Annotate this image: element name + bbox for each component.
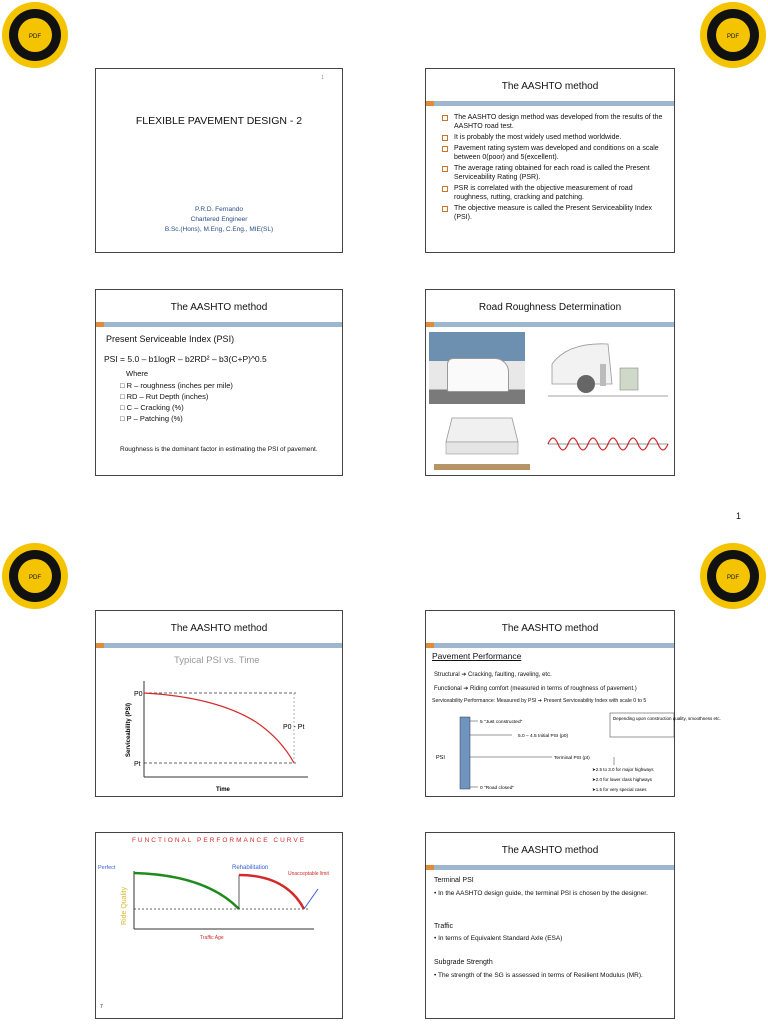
slide-title	[95, 68, 343, 253]
performance-heading: Pavement Performance	[432, 651, 522, 661]
list-item: Pavement rating system was developed and conditions on a scale between 0(poor) and 5(excellent).	[442, 144, 664, 162]
slide-psi-formula	[95, 289, 343, 476]
terminal-lower: ➤2.0 for lower class highways	[592, 777, 653, 782]
slide-psi-time	[95, 610, 343, 797]
title-bar	[96, 643, 342, 648]
pt-label: Pt	[134, 761, 141, 768]
trial-seal-icon	[2, 2, 68, 68]
list-item: The AASHTO design method was developed from the results of the AASHTO road test.	[442, 113, 664, 131]
svg-text:PDF: PDF	[727, 575, 739, 581]
rehab-label: Rehabilitation	[232, 865, 269, 871]
list-item: □ R – roughness (inches per mile)	[120, 381, 233, 390]
list-item: The average rating obtained for each road is called the Present Serviceability Rating (PSR).	[442, 164, 664, 182]
slide-pavement-performance	[425, 610, 721, 797]
slide-heading: Road Roughness Determination	[478, 302, 622, 313]
list-item: It is probably the most widely used method worldwide.	[442, 133, 664, 142]
svg-text:PDF: PDF	[29, 34, 41, 40]
trial-seal-icon	[700, 2, 766, 68]
slide-heading: The AASHTO method	[170, 302, 268, 313]
title-bar	[426, 322, 674, 327]
list-item: The objective measure is called the Present Serviceability Index (PSI).	[442, 204, 664, 222]
page-number: 1	[736, 511, 742, 521]
trial-seal-icon	[2, 543, 68, 609]
x-axis-label: Traffic Age	[200, 935, 224, 941]
serviceability-line: Serviceability Performance: Measured by PSI ➔ Present Serviceability Index with scale 0 to 5	[432, 698, 647, 704]
list-item: PSR is correlated with the objective measurement of road roughness, rutting, cracking and patching.	[442, 184, 664, 202]
svg-text:PDF: PDF	[29, 575, 41, 581]
psi-formula: PSI = 5.0 – b1logR – b2RD² – b3(C+P)^0.5	[104, 354, 267, 364]
title-bar	[426, 865, 674, 870]
functional-curve-chart	[96, 851, 344, 971]
terminal-psi-heading: Terminal PSI	[434, 877, 474, 884]
perfect-label: Perfect	[98, 865, 116, 871]
presentation-title: FLEXIBLE PAVEMENT DESIGN - 2	[135, 115, 303, 127]
y-axis-label: Serviceability (PSI)	[126, 702, 132, 757]
terminal-psi-label: Terminal PSI (pt)	[554, 756, 590, 761]
terminal-major: ➤2.5 to 3.0 for major highways	[592, 767, 654, 772]
chart-title: Typical PSI vs. Time	[174, 655, 260, 666]
slide-heading: The AASHTO method	[501, 623, 599, 634]
title-bar	[426, 101, 674, 106]
terminal-special: ➤1.5 for very special cases	[592, 787, 647, 792]
where-label: Where	[126, 369, 149, 378]
subgrade-heading: Subgrade Strength	[434, 959, 493, 966]
author-degrees: B.Sc.(Hons), M.Eng, C.Eng., MIE(SL)	[164, 226, 274, 233]
psi-scale-diagram	[426, 707, 721, 797]
slide-heading: The AASHTO method	[501, 845, 599, 856]
bullet-list	[442, 113, 664, 224]
slide-heading: FUNCTIONAL PERFORMANCE CURVE	[131, 837, 307, 844]
psi-time-chart	[96, 667, 344, 797]
structural-line: Structural ➔ Cracking, faulting, raveling, etc.	[434, 672, 552, 678]
x-axis-label: Time	[216, 787, 230, 793]
slide-road-roughness	[425, 289, 675, 476]
just-constructed-label: 5 "Just constructed"	[480, 720, 523, 725]
list-item: □ P – Patching (%)	[120, 414, 183, 423]
terminal-psi-bullet: • In the AASHTO design guide, the terminal PSI is chosen by the designer.	[434, 890, 648, 897]
author-block	[96, 205, 342, 235]
road-closed-label: 0 "Road closed"	[480, 786, 515, 791]
sensor-diagram	[548, 334, 668, 406]
slide-heading: The AASHTO method	[170, 623, 268, 634]
profile-wave	[548, 430, 668, 458]
slide-functional-curve	[95, 832, 343, 1019]
title-bar	[96, 322, 342, 327]
difference-label: P0 - Pt	[283, 724, 305, 731]
traffic-heading: Traffic	[434, 923, 454, 930]
slide-terminal-psi	[425, 832, 675, 1019]
list-item: □ C – Cracking (%)	[120, 403, 184, 412]
author-role: Chartered Engineer	[190, 216, 248, 223]
slide-number: 7	[100, 1004, 103, 1010]
psi-axis-label: PSI	[436, 755, 445, 761]
trial-seal-icon	[700, 543, 766, 609]
slide-number: 1	[321, 75, 324, 81]
initial-psi-label: 5.0 – 4.5 Initial PSI (p0)	[518, 734, 569, 739]
depending-note: Depending upon construction quality, smoothness etc.	[613, 716, 721, 721]
psi-subtitle: Present Serviceable Index (PSI)	[106, 334, 235, 344]
roughness-note: Roughness is the dominant factor in estimating the PSI of pavement.	[120, 446, 318, 453]
title-bar	[426, 643, 674, 648]
survey-van-photo	[429, 332, 525, 404]
p0-label: P0	[134, 691, 143, 698]
slide-aashto-intro	[425, 68, 675, 253]
svg-text:PDF: PDF	[727, 34, 739, 40]
variable-list	[120, 380, 233, 424]
y-axis-label: Ride Quality	[121, 886, 128, 925]
subgrade-bullet: • The strength of the SG is assessed in terms of Resilient Modulus (MR).	[434, 972, 643, 979]
unacceptable-label: Unacceptable limit	[288, 871, 329, 877]
traffic-bullet: • In terms of Equivalent Standard Axle (ESA)	[434, 935, 563, 942]
laser-diagram	[432, 408, 532, 474]
list-item: □ RD – Rut Depth (inches)	[120, 392, 209, 401]
author-name: P.R.D. Fernando	[195, 206, 243, 213]
slide-heading: The AASHTO method	[501, 81, 599, 92]
functional-line: Functional ➔ Riding comfort (measured in terms of roughness of pavement.)	[434, 686, 637, 692]
